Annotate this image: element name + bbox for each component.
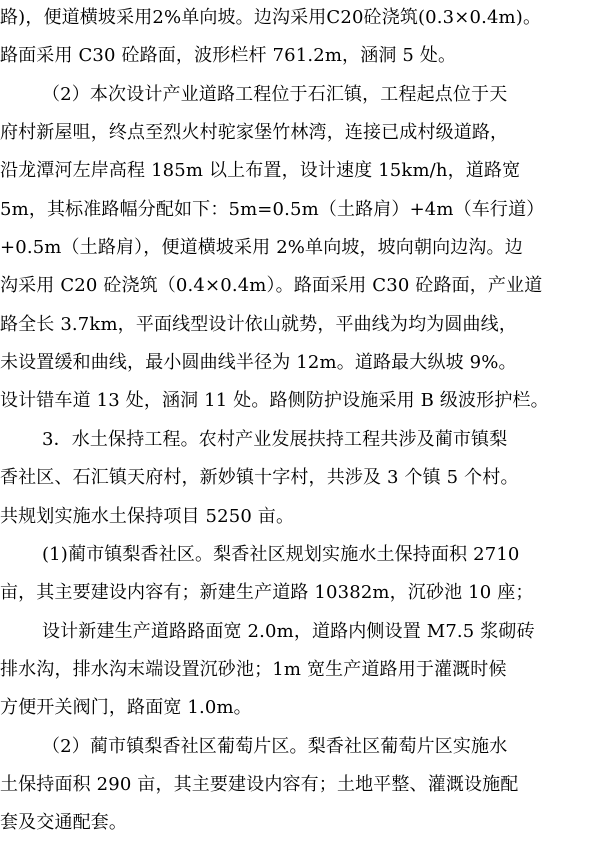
paragraph-start-line: （2）蔺市镇梨香社区葡萄片区。梨香社区葡萄片区实施水 — [42, 736, 508, 757]
text-line: 未设置缓和曲线，最小圆曲线半径为 12m。道路最大纵坡 9%。 — [0, 352, 517, 373]
text-line: 方便开关阀门，路面宽 1.0m。 — [0, 697, 252, 718]
paragraph-start-line: (1)蔺市镇梨香社区。梨香社区规划实施水土保持面积 2710 — [42, 544, 520, 565]
text-line: 路)，便道横坡采用2%单向坡。边沟采用C20砼浇筑(0.3×0.4m)。 — [0, 7, 542, 28]
text-line: 路面采用 C30 砼路面，波形栏杆 761.2m，涵洞 5 处。 — [0, 45, 457, 66]
text-line: 排水沟，排水沟末端设置沉砂池；1m 宽生产道路用于灌溉时候 — [0, 659, 507, 680]
paragraph-start-line: （2）本次设计产业道路工程位于石汇镇，工程起点位于天 — [42, 84, 508, 105]
paragraph-start-line: 设计新建生产道路路面宽 2.0m，道路内侧设置 M7.5 浆砌砖 — [42, 621, 535, 642]
text-line: 设计错车道 13 处，涵洞 11 处。路侧防护设施采用 B 级波形护栏。 — [0, 390, 549, 411]
text-line: 香社区、石汇镇天府村，新妙镇十字村，共涉及 3 个镇 5 个村。 — [0, 467, 519, 488]
text-line: 共规划实施水土保持项目 5250 亩。 — [0, 506, 295, 527]
text-line: 沿龙潭河左岸高程 185m 以上布置，设计速度 15km/h，道路宽 — [0, 160, 521, 181]
text-line: 土保持面积 290 亩，其主要建设内容有；土地平整、灌溉设施配 — [0, 774, 519, 795]
text-line: 府村新屋咀，终点至烈火村驼家堡竹林湾，连接已成村级道路， — [0, 122, 509, 143]
text-line: 5m，其标准路幅分配如下：5m=0.5m（土路肩）+4m（车行道） — [0, 199, 545, 220]
text-line: 套及交通配套。 — [0, 812, 128, 833]
text-line: 沟采用 C20 砼浇筑（0.4×0.4m）。路面采用 C30 砼路面，产业道 — [0, 275, 543, 296]
section-heading-line: 3．水土保持工程。农村产业发展扶持工程共涉及蔺市镇梨 — [42, 429, 508, 450]
text-line: 亩，其主要建设内容有；新建生产道路 10382m，沉砂池 10 座； — [0, 582, 534, 603]
text-line: +0.5m（土路肩），便道横坡采用 2%单向坡，坡向朝向边沟。边 — [0, 237, 523, 258]
text-line: 路全长 3.7km，平面线型设计依山就势，平曲线为均为圆曲线， — [0, 314, 517, 335]
